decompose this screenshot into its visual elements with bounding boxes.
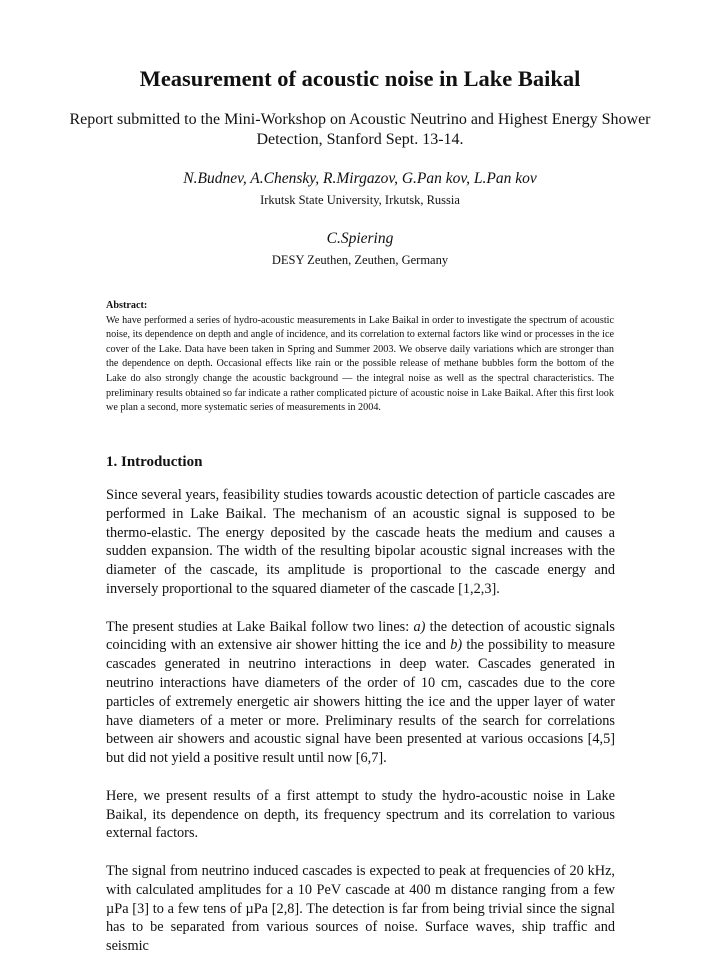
list-label-b: b) (450, 637, 463, 654)
paragraph-3: Here, we present results of a first attempt to study the hydro-acoustic noise in Lake Baikal, its dependence on depth, its frequency spectrum and its correlation to various external factors. (106, 787, 615, 842)
paragraph-2-part-b: the detection of acoustic signals coinciding with an extensive air shower hitting the ice and (106, 618, 615, 654)
paper-title: Measurement of acoustic noise in Lake Baikal (139, 66, 581, 91)
paragraph-2-part-a: The present studies at Lake Baikal follow two lines: (106, 618, 414, 635)
abstract-heading: Abstract: (106, 300, 148, 311)
paragraph-2-part-c: the possibility to measure cascades generated in neutrino interactions in deep water. Cascades generated in neutrino interactions have diameters of the order of 10 cm, cascades due to the core particles of extremely energetic air showers hitting the ice and the upper layer of water have diameters of a meter or more. Preliminary results of the search for correlations between air showers and acoustic signal have been presented at various occasions [4,5] but did not yield a positive result until now [6,7]. (106, 637, 615, 767)
paragraph-4: The signal from neutrino induced cascades is expected to peak at frequencies of 20 kHz, with calculated amplitudes for a 10 PeV cascade at 400 m distance ranging from a few µPa [3] to a few tens of µPa [2,8]. The detection is far from being trivial since the signal has to be separated from various sources of noise. Surface waves, ship traffic and seismic (106, 862, 615, 955)
abstract (106, 299, 614, 416)
paper-subtitle: Report submitted to the Mini-Workshop on Acoustic Neutrino and Highest Energy Shower Detection, Stanford Sept. 13-14. (69, 111, 651, 148)
section-heading-introduction: 1. Introduction (106, 454, 203, 470)
affiliation-2: DESY Zeuthen, Zeuthen, Germany (271, 253, 449, 267)
author-list-1: N.Budnev, A.Chensky, R.Mirgazov, G.Pan kov, L.Pan kov (183, 170, 537, 187)
paragraph-1: Since several years, feasibility studies towards acoustic detection of particle cascades are performed in Lake Baikal. The mechanism of an acoustic signal is supposed to be thermo-elastic. The energy deposited by the cascade heats the medium and causes a sudden expansion. The width of the resulting bipolar acoustic signal increases with the diameter of the cascade, its amplitude is proportional to the cascade energy and inversely proportional to the squared diameter of the cascade [1,2,3]. (106, 487, 615, 597)
paragraph-2 (106, 618, 615, 768)
author-list-2: C.Spiering (326, 230, 394, 247)
list-label-a: a) (413, 618, 426, 635)
affiliation-1: Irkutsk State University, Irkutsk, Russia (260, 193, 460, 207)
introduction-body (106, 486, 615, 975)
abstract-text: We have performed a series of hydro-acoustic measurements in Lake Baikal in order to investigate the spectrum of acoustic noise, its dependence on depth and angle of incidence, and its correlation to external factors like wind or processes in the ice cover of the Lake. Data have been taken in Spring and Summer 2003. We observe daily variations which are stronger than the dependence on depth. Occasional effects like rain or the possible release of methane bubbles form the bottom of the Lake do also strongly change the acoustic background — the integral noise as well as the spectral characteristics. The preliminary results obtained so far indicate a rather complicated picture of acoustic noise in Lake Baikal. After this first look we plan a second, more systematic series of measurements in 2004. (106, 314, 614, 414)
